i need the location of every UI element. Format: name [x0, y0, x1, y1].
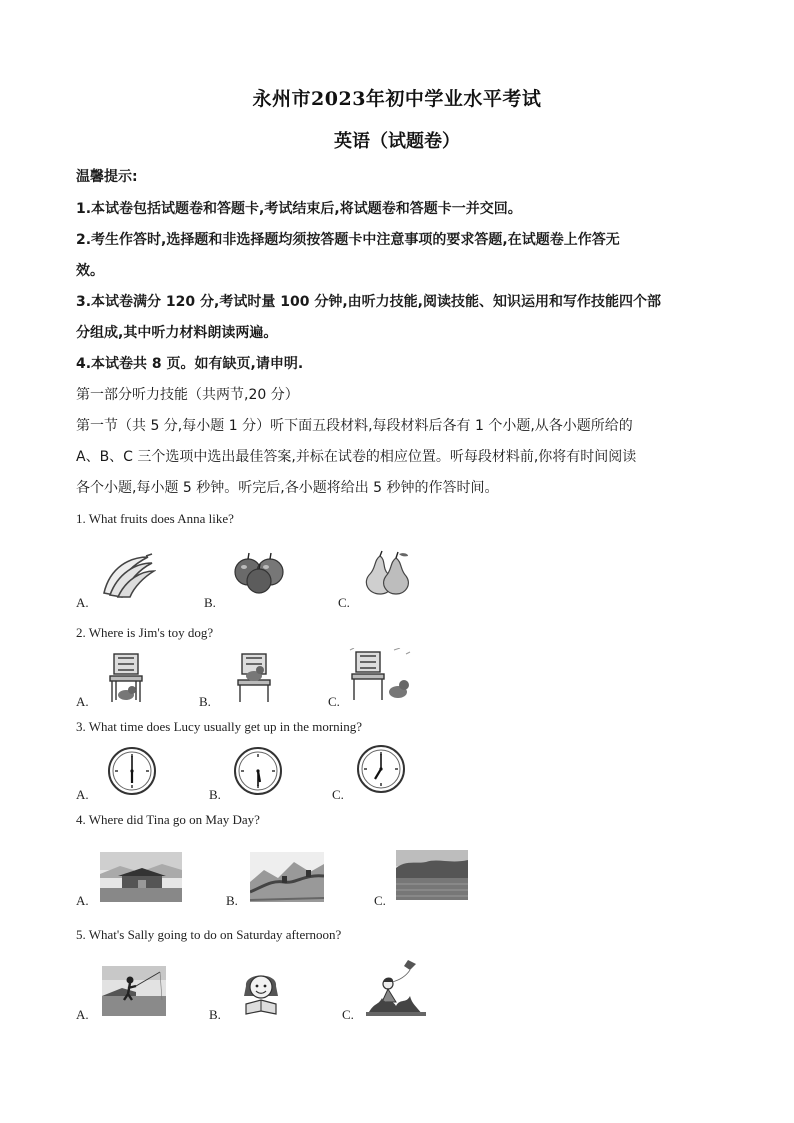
q5-option-a[interactable]: A. [76, 1007, 89, 1022]
q3-option-a[interactable]: A. [76, 787, 89, 802]
q3-option-c[interactable]: C. [332, 787, 344, 802]
apples-icon [232, 548, 286, 594]
clock-6-30-icon [233, 746, 283, 796]
q4-option-c[interactable]: C. [374, 893, 386, 908]
q1-option-c[interactable]: C. [338, 595, 350, 610]
pears-icon [360, 550, 414, 596]
tips-heading: 温馨提示: [76, 169, 138, 185]
q3-option-b[interactable]: B. [209, 787, 221, 802]
exam-title: 永州市2023年初中学业水平考试 [252, 88, 542, 110]
part-heading: 第一部分听力技能（共两节,20 分） [76, 387, 299, 403]
q2-option-b[interactable]: B. [199, 694, 211, 709]
tiananmen-photo [100, 852, 182, 902]
q1-option-b[interactable]: B. [204, 595, 216, 610]
clock-7-00-icon [356, 744, 406, 794]
section-intro-line-1: 第一节（共 5 分,每小题 1 分）听下面五段材料,每段材料后各有 1 个小题,从各小题所给的 [76, 418, 633, 434]
q2-option-c[interactable]: C. [328, 694, 340, 709]
girl-flying-kite-icon [366, 958, 426, 1016]
dog-under-chair-icon [106, 652, 146, 704]
tip-line-1: 1.本试卷包括试题卷和答题卡,考试结束后,将试题卷和答题卡一并交回。 [76, 201, 522, 217]
section-intro-line-2: A、B、C 三个选项中选出最佳答案,并标在试卷的相应位置。听每段材料前,你将有时间阅读 [76, 449, 637, 465]
tip-line-2: 2.考生作答时,选择题和非选择题均须按答题卡中注意事项的要求答题,在试题卷上作答无 [76, 232, 620, 248]
clock-6-00-icon [107, 746, 157, 796]
question-4: 4. Where did Tina go on May Day? [76, 812, 260, 827]
tip-line-3-cont: 分组成,其中听力材料朗读两遍。 [76, 325, 278, 341]
exam-subtitle: 英语（试题卷） [334, 131, 460, 152]
tip-line-2-cont: 效。 [76, 263, 104, 279]
girl-reading-icon [238, 966, 284, 1016]
question-1: 1. What fruits does Anna like? [76, 511, 234, 526]
q4-option-a[interactable]: A. [76, 893, 89, 908]
question-2: 2. Where is Jim's toy dog? [76, 625, 214, 640]
dog-on-chair-icon [234, 652, 274, 704]
q4-option-b[interactable]: B. [226, 893, 238, 908]
q1-option-a[interactable]: A. [76, 595, 89, 610]
bananas-icon [100, 553, 156, 599]
tip-line-3: 3.本试卷满分 120 分,考试时量 100 分钟,由听力技能,阅读技能、知识运用和写作技能四个部 [76, 294, 661, 310]
great-wall-photo [250, 852, 324, 902]
dog-beside-chair-icon [348, 648, 414, 704]
q5-option-b[interactable]: B. [209, 1007, 221, 1022]
question-3: 3. What time does Lucy usually get up in the morning? [76, 719, 363, 734]
question-5: 5. What's Sally going to do on Saturday afternoon? [76, 927, 342, 942]
q5-option-c[interactable]: C. [342, 1007, 354, 1022]
fishing-photo [102, 966, 166, 1016]
section-intro-line-3: 各个小题,每小题 5 秒钟。听完后,各小题将给出 5 秒钟的作答时间。 [76, 480, 499, 496]
tip-line-4: 4.本试卷共 8 页。如有缺页,请申明. [76, 356, 304, 372]
lake-photo [396, 850, 468, 900]
q2-option-a[interactable]: A. [76, 694, 89, 709]
